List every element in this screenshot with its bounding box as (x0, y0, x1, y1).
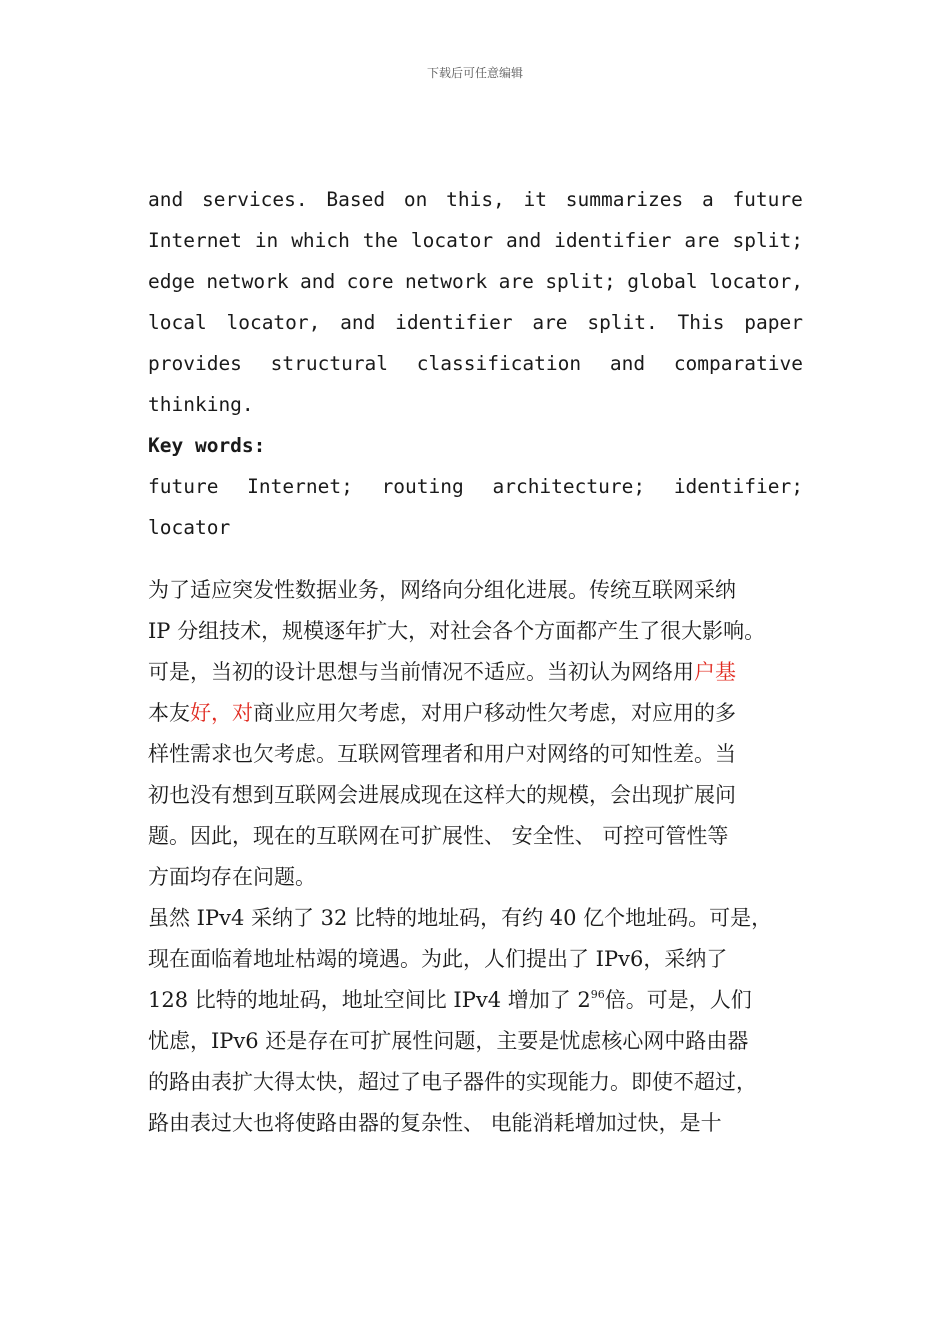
abstract-word: a (701, 188, 714, 211)
abstract-word: and (505, 229, 542, 252)
abstract-word: Based (326, 188, 386, 211)
abstract-word: split; (545, 270, 616, 293)
abstract-word: are (532, 311, 568, 334)
body-line: 方面均存在问题。 (148, 865, 316, 889)
body-text: 128 比特的地址码，地址空间比 IPv4 增加了 2 (148, 988, 591, 1012)
body-line: 为了适应突发性数据业务，网络向分组化进展。传统互联网采纳 (148, 578, 736, 602)
exponent: 96 (590, 988, 605, 1001)
abstract-line (148, 343, 803, 384)
body-line: 题。因此，现在的互联网在可扩展性、 安全性、 可控可管性等 (148, 824, 729, 848)
abstract-word: core (346, 270, 394, 293)
abstract-word: it (523, 188, 548, 211)
body-line (148, 652, 803, 693)
body-text: 本友 (148, 701, 190, 725)
keyword: architecture; (492, 475, 646, 498)
abstract-word: and (300, 270, 336, 293)
abstract-word: which (291, 229, 350, 252)
abstract-word: split. (587, 311, 658, 334)
body-line (148, 693, 803, 734)
abstract-last-line: thinking. (148, 393, 254, 416)
keyword: future (148, 475, 219, 498)
abstract-word: provides (148, 352, 242, 375)
abstract-line (148, 261, 803, 302)
body-text: 可是，当初的设计思想与当前情况不适应。当初认为网络用 (148, 660, 694, 684)
abstract-word: structural (270, 352, 389, 375)
abstract-word: edge (148, 270, 195, 293)
abstract-word: This (677, 311, 725, 334)
abstract-word: global (627, 270, 698, 293)
body-paragraph-1 (148, 570, 803, 898)
abstract-line (148, 220, 803, 261)
abstract-word: and (340, 311, 376, 334)
abstract-word: comparative (673, 352, 803, 375)
body-line: IP 分组技术，规模逐年扩大，对社会各个方面都产生了很大影响。 (148, 619, 766, 643)
abstract-word: the (362, 229, 399, 252)
body-line: 的路由表扩大得太快，超过了电子器件的实现能力。即使不超过， (148, 1070, 757, 1094)
body-line: 忧虑，IPv6 还是存在可扩展性问题，主要是忧虑核心网中路由器 (148, 1029, 749, 1053)
abstract-word: locator, (226, 311, 321, 334)
abstract-word: network (405, 270, 488, 293)
abstract-word: this, (446, 188, 505, 211)
abstract-word: identifier (554, 229, 672, 252)
abstract-word: identifier (395, 311, 513, 334)
abstract-word: and (609, 352, 646, 375)
body-line: 路由表过大也将使路由器的复杂性、 电能消耗增加过快，是十 (148, 1111, 722, 1135)
keyword: routing (381, 475, 464, 498)
keywords-title: Key words: (148, 434, 266, 457)
keyword: Internet; (247, 475, 353, 498)
abstract-word: classification (416, 352, 582, 375)
abstract-line (148, 302, 803, 343)
body-paragraph-2 (148, 898, 803, 1144)
body-text: 倍。可是，人们 (604, 988, 752, 1012)
body-line (148, 980, 803, 1021)
highlighted-text: 好，对 (190, 701, 253, 725)
abstract-word: split; (732, 229, 803, 252)
abstract-word: summarizes (565, 188, 684, 211)
abstract-word: in (254, 229, 279, 252)
abstract-word: locator (410, 229, 494, 252)
abstract-word: are (684, 229, 720, 252)
abstract-word: paper (744, 311, 803, 334)
keywords-line (148, 466, 803, 507)
abstract-block (148, 179, 803, 548)
page-header: 下载后可任意编辑 (426, 66, 523, 80)
body-line: 虽然 IPv4 采纳了 32 比特的地址码，有约 40 亿个地址码。可是， (148, 906, 773, 930)
abstract-word: local (148, 311, 207, 334)
body-line: 样性需求也欠考虑。互联网管理者和用户对网络的可知性差。当 (148, 742, 736, 766)
abstract-word: services. (201, 188, 308, 211)
keywords-last-line: locator (148, 516, 231, 539)
abstract-word: Internet (148, 229, 242, 252)
abstract-word: and (148, 188, 184, 211)
body-text: 商业应用欠考虑，对用户移动性欠考虑，对应用的多 (253, 701, 736, 725)
body-line: 初也没有想到互联网会进展成现在这样大的规模，会出现扩展问 (148, 783, 736, 807)
abstract-word: are (498, 270, 534, 293)
abstract-word: future (732, 188, 803, 211)
abstract-word: network (206, 270, 289, 293)
highlighted-text: 户基 (694, 660, 736, 684)
abstract-line (148, 179, 803, 220)
keyword: identifier; (673, 475, 803, 498)
abstract-word: locator, (709, 270, 803, 293)
body-line: 现在面临着地址枯竭的境遇。为此，人们提出了 IPv6，采纳了 (148, 947, 728, 971)
abstract-word: on (403, 188, 428, 211)
